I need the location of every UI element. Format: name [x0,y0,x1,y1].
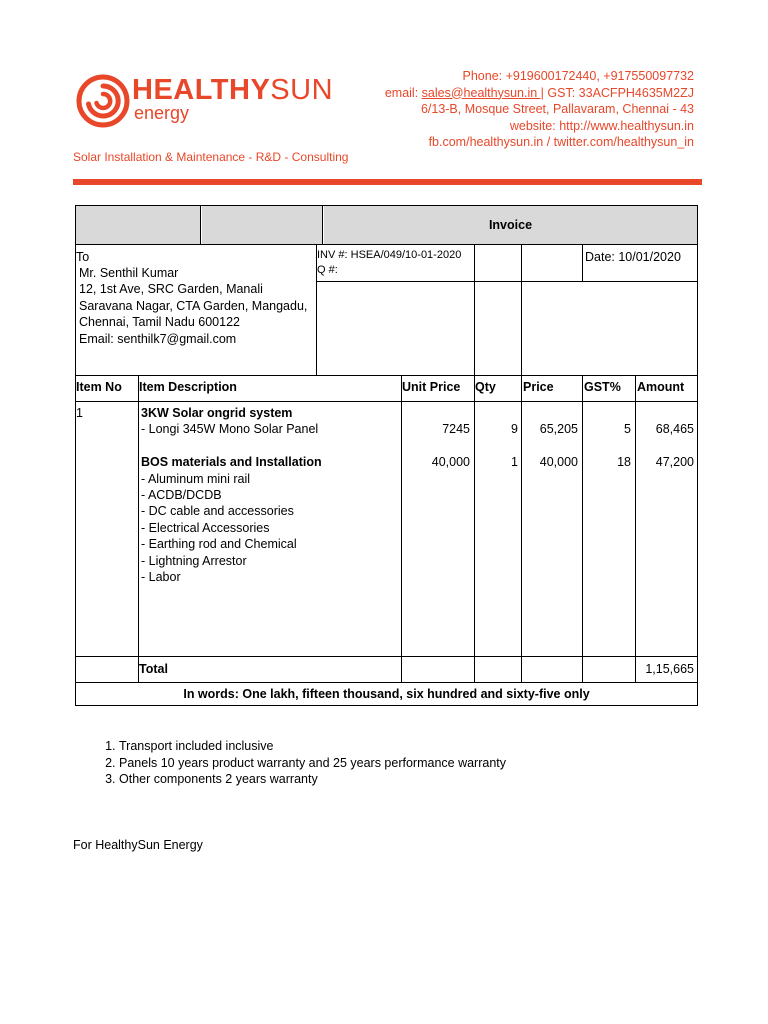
row2-price: 40,000 [539,455,578,469]
customer-address [79,265,315,347]
contact-block [385,68,694,151]
brand-subname: energy [134,103,190,123]
signoff-text: For HealthySun Energy [73,838,203,852]
item-line: - Labor [141,570,181,585]
email-gst-line: email: sales@healthysun.in | GST: 33ACFPH4635M2ZJ [384,85,694,100]
row2-qty: 1 [511,455,518,469]
terms-item: 2. Panels 10 years product warranty and 25 years performance warranty [119,755,506,772]
col-header-item-no: Item No [76,380,122,394]
customer-line: Mr. Senthil Kumar [79,266,179,280]
company-tagline: Solar Installation & Maintenance - R&D - Consulting [73,150,349,164]
customer-line: Saravana Nagar, CTA Garden, Mangadu, [79,298,308,313]
terms-item: 3. Other components 2 years warranty [119,771,506,788]
item-line: - DC cable and accessories [141,504,294,519]
item-group-title: BOS materials and Installation [141,455,322,470]
row2-amount: 47,200 [655,455,694,469]
invoice-date: Date: 10/01/2020 [585,250,681,264]
col-header-unit-price: Unit Price [402,380,461,394]
item-description [141,405,399,585]
row1-amount: 68,465 [655,422,694,436]
customer-email: Email: senthilk7@gmail.com [79,331,237,346]
brand-name: HEALTHYSUN [132,74,334,106]
item-line: - Electrical Accessories [141,520,270,535]
row2-gst: 18 [617,455,631,469]
item-number: 1 [76,406,83,420]
terms-list [96,738,506,788]
company-logo [76,72,346,132]
item-line: - ACDB/DCDB [141,488,222,503]
item-line: - Earthing rod and Chemical [141,537,297,552]
sun-swirl-icon [76,74,130,128]
col-header-gst: GST% [584,380,621,394]
header-cell-1 [76,206,200,244]
amount-in-words: In words: One lakh, fifteen thousand, six hundred and sixty-five only [183,687,590,701]
col-header-description: Item Description [139,380,237,394]
email-link[interactable]: sales@healthysun.in | [421,85,544,100]
customer-line: 12, 1st Ave, SRC Garden, Manali [79,282,263,297]
item-group-title: 3KW Solar ongrid system [141,406,293,420]
header-divider [73,179,702,185]
terms-item: 1. Transport included inclusive [119,738,506,755]
to-label: To [76,250,90,264]
row1-unit-price: 7245 [442,422,470,436]
social-text: fb.com/healthysun.in / twitter.com/healthysun_in [428,135,694,149]
invoice-title: Invoice [488,218,533,232]
item-line: - Longi 345W Mono Solar Panel [141,422,319,437]
customer-line: Chennai, Tamil Nadu 600122 [79,315,240,330]
col-header-price: Price [523,380,554,394]
row2-unit-price: 40,000 [431,455,470,469]
total-label: Total [139,662,168,676]
col-header-qty: Qty [475,380,496,394]
row1-price: 65,205 [539,422,578,436]
invoice-table [75,205,698,706]
quote-number: Q #: [317,264,338,276]
row1-gst: 5 [624,422,631,436]
total-amount: 1,15,665 [645,662,694,676]
invoice-number: INV #: HSEA/049/10-01-2020 [317,249,462,261]
col-header-amount: Amount [637,380,685,394]
row1-qty: 9 [511,422,518,436]
header-cell-2 [202,206,322,244]
item-line: - Lightning Arrestor [141,553,247,568]
website-text: website: http://www.healthysun.in [509,118,694,133]
address-text: 6/13-B, Mosque Street, Pallavaram, Chennai - 43 [420,102,694,116]
phone-text: Phone: +919600172440, +917550097732 [462,69,694,83]
item-line: - Aluminum mini rail [141,471,251,486]
